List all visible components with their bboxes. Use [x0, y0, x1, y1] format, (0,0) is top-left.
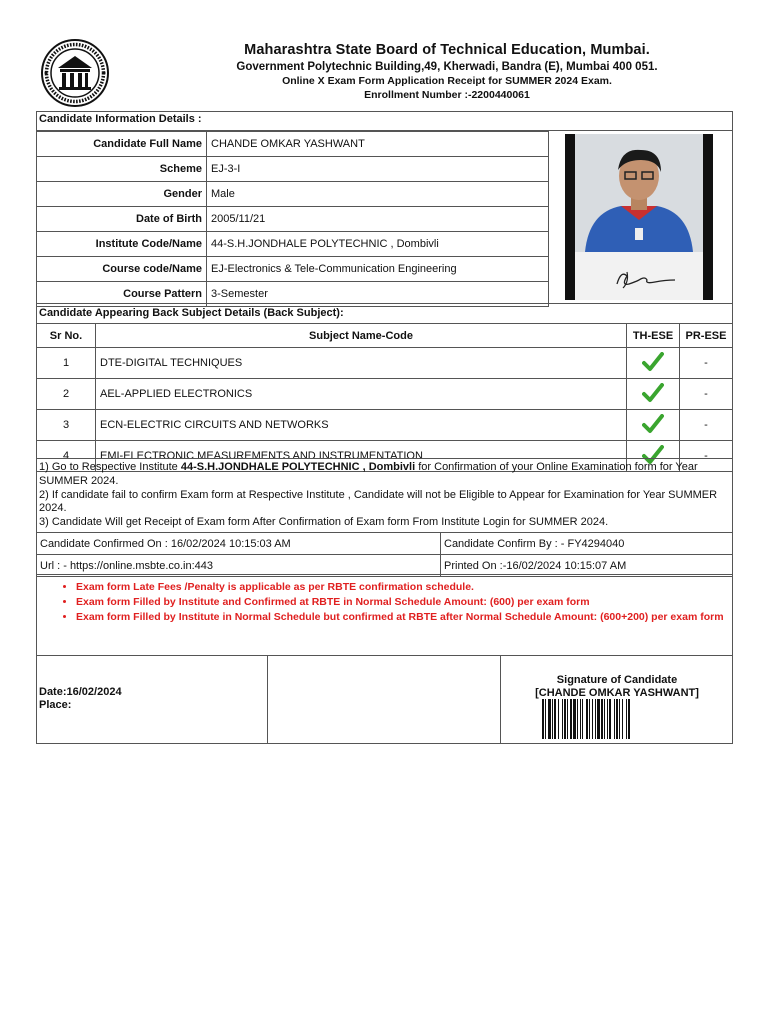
pr-ese-cell: -	[680, 379, 733, 410]
board-name: Maharashtra State Board of Technical Education, Mumbai.	[244, 42, 650, 58]
info-value: 44-S.H.JONDHALE POLYTECHNIC , Dombivli	[207, 232, 549, 257]
subject-name: DTE-DIGITAL TECHNIQUES	[96, 348, 627, 379]
col-sr-no: Sr No.	[37, 324, 96, 348]
check-icon	[642, 414, 664, 434]
pr-ese-cell: -	[680, 441, 733, 472]
col-subject-name: Subject Name-Code	[96, 324, 627, 348]
info-row	[37, 157, 549, 182]
col-pr-ese: PR-ESE	[680, 324, 733, 348]
info-row	[37, 257, 549, 282]
receipt-title: Online X Exam Form Application Receipt for SUMMER 2024 Exam.	[282, 75, 612, 87]
sr-no: 1	[37, 348, 96, 379]
date-place	[39, 686, 122, 712]
info-label: Candidate Full Name	[37, 132, 207, 157]
pr-ese-cell: -	[680, 410, 733, 441]
fee-notes	[36, 574, 733, 656]
info-label: Course Pattern	[37, 282, 207, 307]
subject-name: AEL-APPLIED ELECTRONICS	[96, 379, 627, 410]
subject-name: ECN-ELECTRIC CIRCUITS AND NETWORKS	[96, 410, 627, 441]
check-icon	[642, 352, 664, 372]
document-header	[36, 34, 733, 110]
th-ese-cell	[627, 348, 680, 379]
sr-no: 3	[37, 410, 96, 441]
subjects-section-title: Candidate Appearing Back Subject Details (Back Subject):	[39, 307, 344, 319]
info-row	[37, 182, 549, 207]
info-value: Male	[207, 182, 549, 207]
table-row	[37, 379, 733, 410]
instruction-1-post: for Confirmation of your Online Examination form for Year SUMMER 2024.	[39, 461, 698, 487]
table-row	[37, 410, 733, 441]
header-text	[36, 42, 768, 101]
subject-name: EMI-ELECTRONIC MEASUREMENTS AND INSTRUMENTATION	[96, 441, 627, 472]
fee-item: • Exam form Filled by Institute and Confirmed at RBTE in Normal Schedule Amount: (600) per exam form	[76, 596, 733, 609]
info-label: Course code/Name	[37, 257, 207, 282]
info-value: EJ-3-I	[207, 157, 549, 182]
confirm-by: Candidate Confirm By : - FY4294040	[441, 533, 733, 555]
date-place-cell	[36, 656, 268, 744]
instruction-2: 2) If candidate fail to confirm Exam form at Respective Institute , Candidate will not be Eligible to Appear for Examination for Year SUMMER 2024.	[39, 488, 718, 515]
info-value: 3-Semester	[207, 282, 549, 307]
subjects-header-row	[37, 324, 733, 348]
date-text: Date:16/02/2024	[39, 686, 122, 698]
fee-item: • Exam form Late Fees /Penalty is applicable as per RBTE confirmation schedule.	[76, 581, 733, 594]
confirmation-table	[36, 532, 733, 577]
info-row	[37, 132, 549, 157]
subjects-table	[36, 323, 733, 472]
candidate-photo	[565, 134, 713, 300]
info-row	[37, 232, 549, 257]
info-label: Date of Birth	[37, 207, 207, 232]
info-value: EJ-Electronics & Tele-Communication Engineering	[207, 257, 549, 282]
fee-list	[36, 581, 733, 624]
confirmed-on: Candidate Confirmed On : 16/02/2024 10:15:03 AM	[37, 533, 441, 555]
info-row	[37, 207, 549, 232]
pr-ese-cell: -	[680, 348, 733, 379]
instruction-1-pre: 1) Go to Respective Institute	[39, 461, 181, 473]
info-value: CHANDE OMKAR YASHWANT	[207, 132, 549, 157]
signature-block	[501, 674, 733, 700]
sr-no: 2	[37, 379, 96, 410]
printed-on: Printed On :-16/02/2024 10:15:07 AM	[441, 555, 733, 577]
enrollment-number: Enrollment Number :-2200440061	[364, 89, 530, 101]
col-th-ese: TH-ESE	[627, 324, 680, 348]
info-label: Institute Code/Name	[37, 232, 207, 257]
th-ese-cell	[627, 410, 680, 441]
table-row	[37, 348, 733, 379]
board-address: Government Polytechnic Building,49, Kherwadi, Bandra (E), Mumbai 400 051.	[236, 61, 658, 73]
candidate-section-title: Candidate Information Details :	[39, 113, 202, 125]
sr-no: 4	[37, 441, 96, 472]
signature-name: [CHANDE OMKAR YASHWANT]	[535, 687, 699, 699]
signature-title: Signature of Candidate	[556, 674, 678, 686]
candidate-info-table	[36, 131, 549, 307]
place-text: Place:	[39, 699, 72, 711]
confirmation-row	[37, 533, 733, 555]
info-label: Gender	[37, 182, 207, 207]
instructions	[36, 458, 733, 532]
info-value: 2005/11/21	[207, 207, 549, 232]
th-ese-cell	[627, 379, 680, 410]
instruction-1	[39, 461, 730, 489]
check-icon	[642, 383, 664, 403]
info-label: Scheme	[37, 157, 207, 182]
blank-cell	[268, 656, 501, 744]
fee-item: • Exam form Filled by Institute in Normal Schedule but confirmed at RBTE after Normal Schedule Amount: (600+200) per exam form	[76, 611, 733, 624]
instruction-1-institute: 44-S.H.JONDHALE POLYTECHNIC , Dombivli	[180, 461, 416, 473]
divider	[36, 303, 733, 304]
instruction-3: 3) Candidate Will get Receipt of Exam form After Confirmation of Exam form From Institute Login for SUMMER 2024.	[39, 516, 609, 529]
url-text: Url : - https://online.msbte.co.in:443	[37, 555, 441, 577]
barcode-icon	[542, 699, 692, 739]
